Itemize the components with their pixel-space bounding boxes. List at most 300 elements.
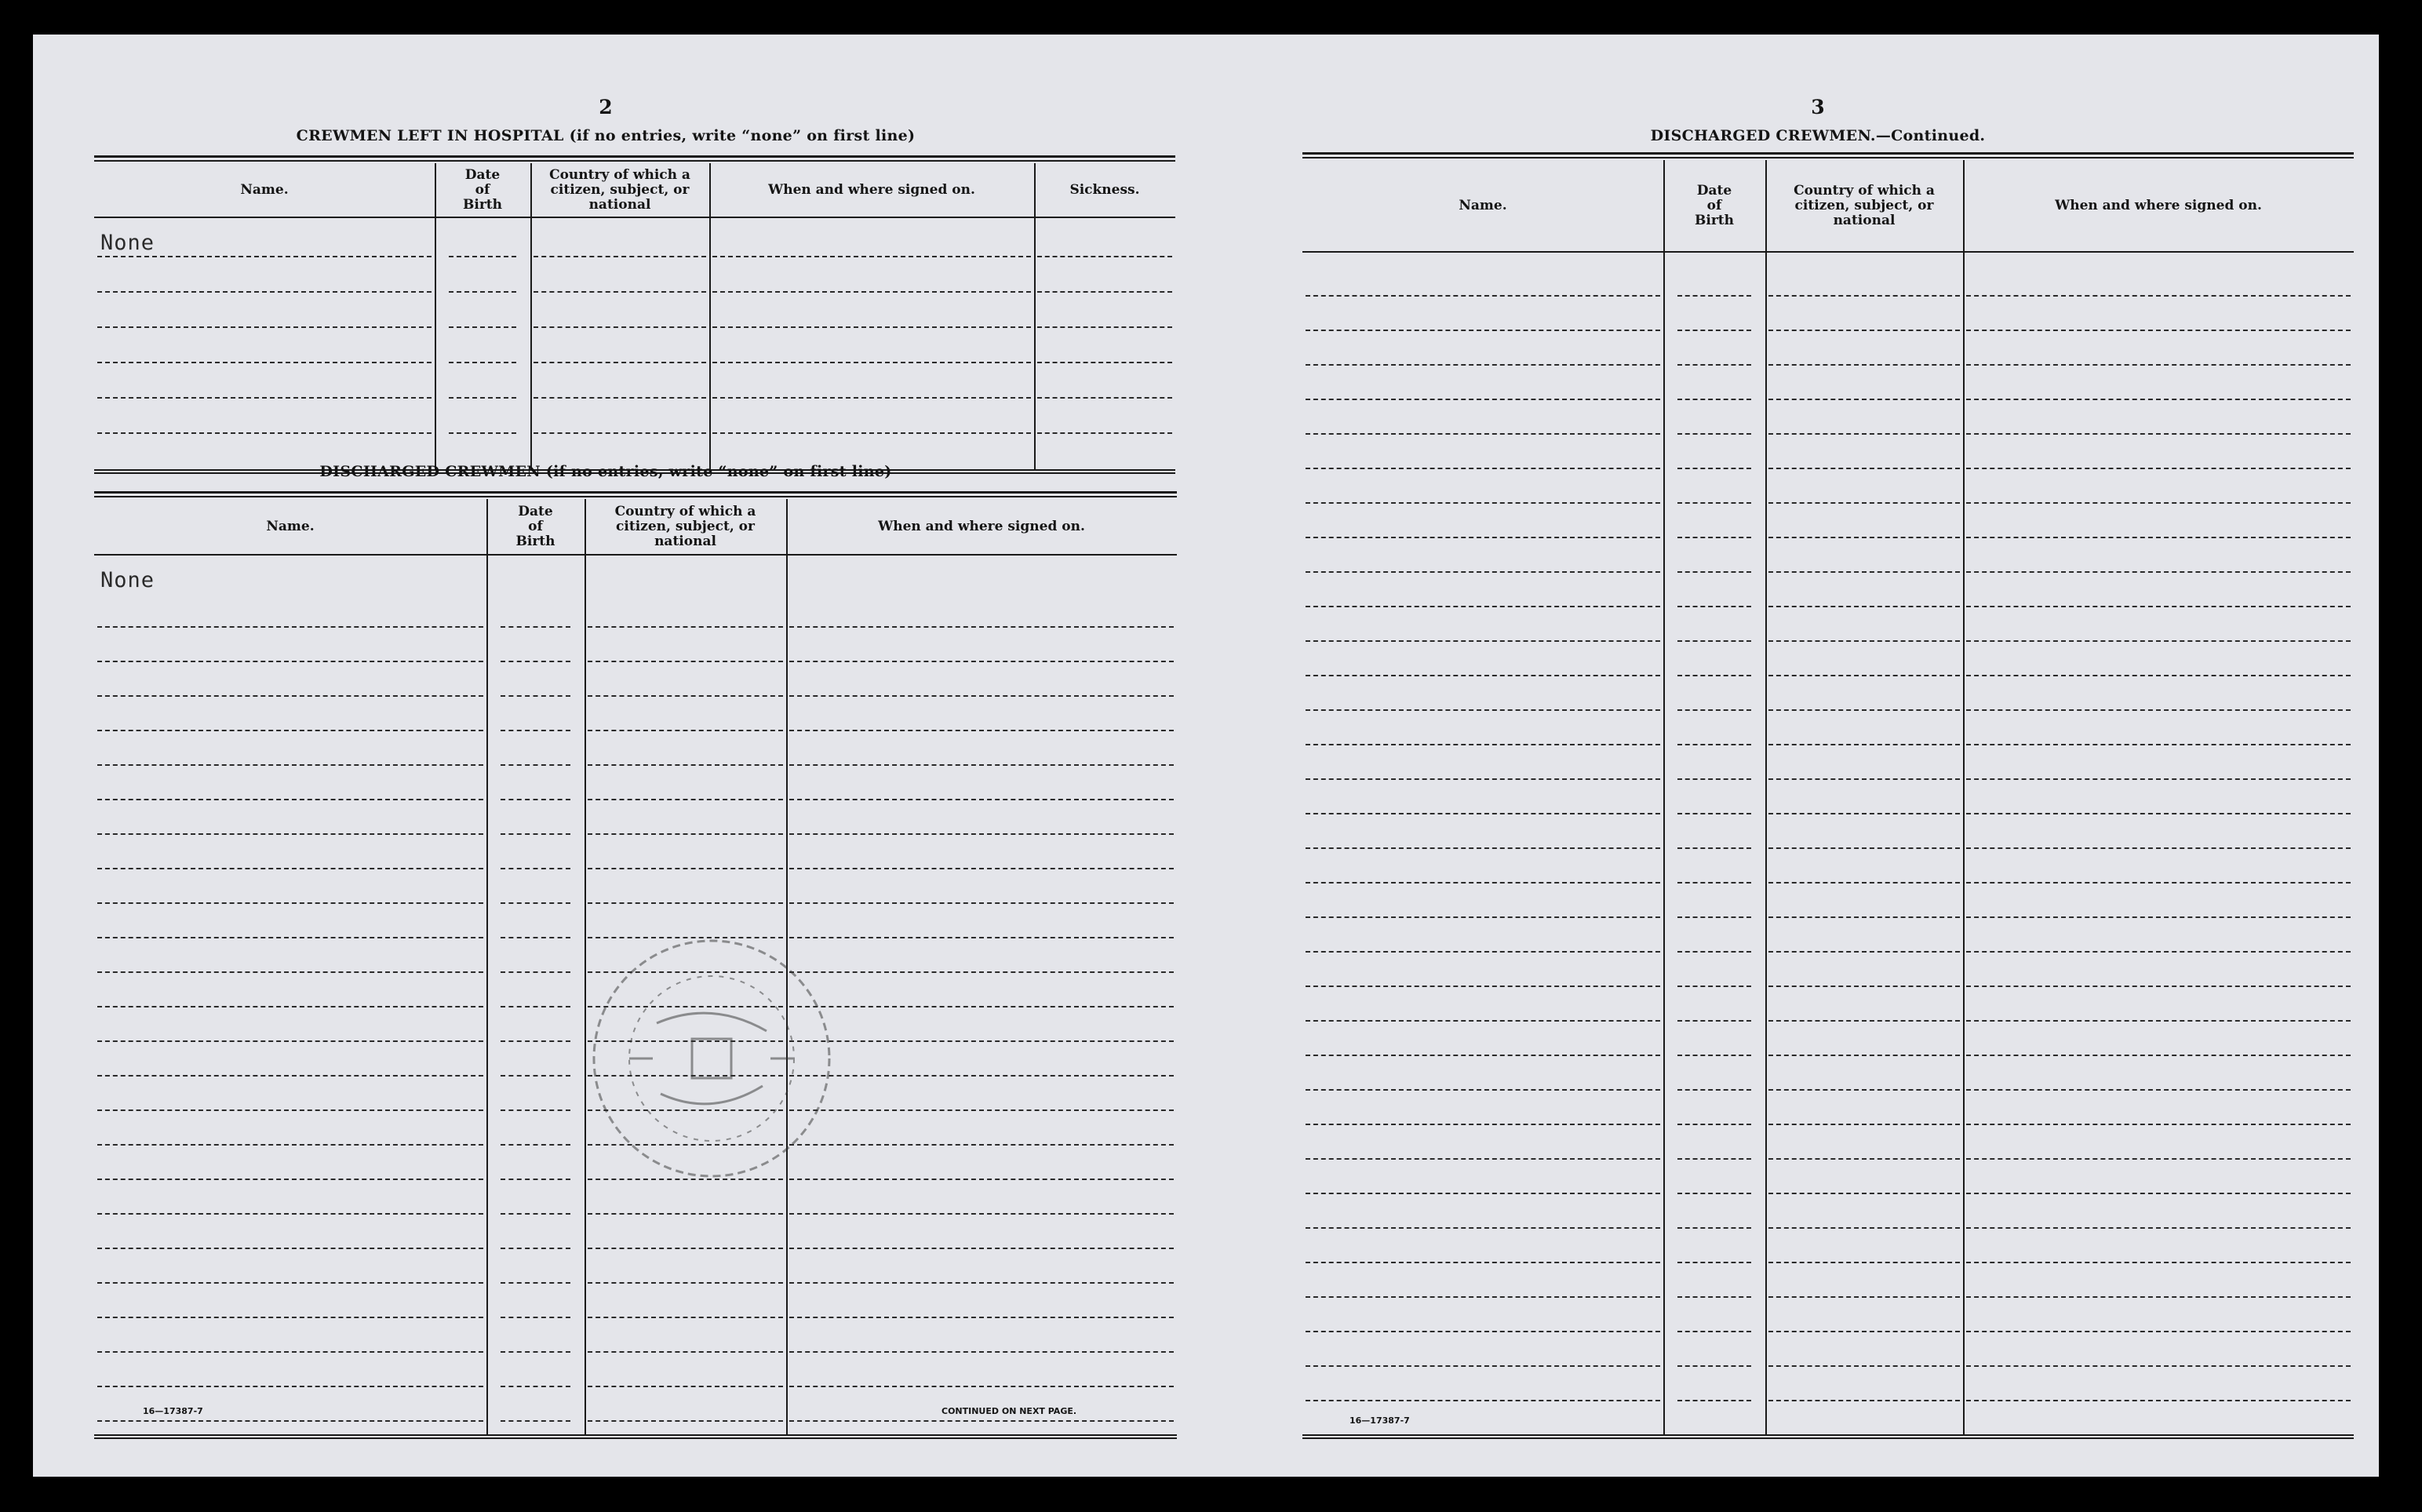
- entry-line: [1677, 537, 1751, 538]
- entry-line: [501, 695, 570, 697]
- entry-line: [449, 362, 516, 363]
- table-top-rule: [94, 160, 1175, 162]
- entry-line: [789, 1248, 1174, 1249]
- entry-line: [534, 397, 706, 399]
- entry-line: [97, 1213, 483, 1215]
- entry-line: [588, 1248, 783, 1249]
- entry-line: [1966, 1089, 2351, 1091]
- entry-line: [1677, 1296, 1751, 1298]
- entry-line: [97, 1006, 483, 1007]
- first-entry-value: None: [100, 231, 155, 255]
- entry-line: [501, 1317, 570, 1318]
- entry-line: [1306, 571, 1660, 573]
- entry-line: [97, 868, 483, 869]
- entry-line: [501, 1075, 570, 1077]
- column-header-label: When and where signed on.: [768, 181, 975, 198]
- column-header: [1963, 160, 2354, 251]
- entry-line: [712, 397, 1031, 399]
- entry-line: [712, 362, 1031, 363]
- entry-line: [97, 971, 483, 973]
- entry-line: [1677, 1193, 1751, 1194]
- column-header: [1034, 163, 1175, 217]
- entry-line: [1677, 502, 1751, 504]
- entry-line: [97, 1144, 483, 1146]
- entry-line: [534, 362, 706, 363]
- form-number-left: 16—17387-7: [143, 1406, 203, 1416]
- entry-line: [1677, 1227, 1751, 1229]
- entry-line: [1306, 986, 1660, 987]
- column-header: [585, 499, 786, 554]
- entry-line: [449, 397, 516, 399]
- entry-line: [588, 1386, 783, 1387]
- entry-line: [1768, 399, 1960, 400]
- entry-line: [97, 1179, 483, 1180]
- column-header: [435, 163, 530, 217]
- entry-line: [1306, 364, 1660, 366]
- entry-line: [1768, 986, 1960, 987]
- table-bottom-rule: [94, 1437, 1177, 1439]
- entry-line: [1966, 1365, 2351, 1367]
- entry-line: [1037, 256, 1172, 257]
- entry-line: [1768, 640, 1960, 642]
- entry-line: [1677, 813, 1751, 814]
- entry-line: [1037, 432, 1172, 434]
- discharged-continued-title: DISCHARGED CREWMEN.—Continued.: [1650, 127, 1986, 144]
- entry-line: [1306, 916, 1660, 918]
- entry-line: [789, 730, 1174, 731]
- entry-line: [449, 291, 516, 293]
- entry-line: [97, 1075, 483, 1077]
- entry-line: [1768, 744, 1960, 745]
- entry-line: [97, 937, 483, 938]
- entry-line: [1966, 295, 2351, 297]
- entry-line: [1966, 1262, 2351, 1263]
- entry-line: [1768, 606, 1960, 607]
- entry-line: [1768, 1400, 1960, 1401]
- entry-line: [1768, 364, 1960, 366]
- column-header: [94, 163, 435, 217]
- entry-line: [1966, 778, 2351, 780]
- entry-line: [501, 868, 570, 869]
- column-header-label: Date of Birth: [1695, 182, 1734, 228]
- entry-line: [449, 326, 516, 328]
- entry-line: [97, 730, 483, 731]
- entry-line: [1306, 1400, 1660, 1401]
- column-divider: [486, 499, 488, 1434]
- entry-line: [789, 1351, 1174, 1353]
- entry-line: [1306, 468, 1660, 469]
- entry-line: [1306, 1089, 1660, 1091]
- entry-line: [1677, 399, 1751, 400]
- entry-line: [97, 362, 432, 363]
- column-header: [786, 499, 1177, 554]
- header-rule: [1302, 251, 2354, 253]
- entry-line: [1966, 1296, 2351, 1298]
- entry-line: [97, 256, 432, 257]
- entry-line: [1677, 744, 1751, 745]
- entry-line: [1966, 744, 2351, 745]
- entry-line: [97, 326, 432, 328]
- entry-line: [97, 1420, 483, 1422]
- hospital-section-title: CREWMEN LEFT IN HOSPITAL (if no entries, write “none” on first line): [296, 127, 916, 144]
- entry-line: [1306, 1296, 1660, 1298]
- entry-line: [97, 1040, 483, 1042]
- page-number-left: 2: [599, 96, 613, 118]
- entry-line: [789, 1386, 1174, 1387]
- column-header-label: Country of which a citizen, subject, or national: [1794, 182, 1935, 228]
- entry-line: [501, 1351, 570, 1353]
- left-page: [33, 35, 1206, 1477]
- table-top-rule: [94, 496, 1177, 497]
- entry-line: [1677, 675, 1751, 676]
- entry-line: [1677, 1400, 1751, 1401]
- entry-line: [1966, 916, 2351, 918]
- entry-line: [1966, 640, 2351, 642]
- table-top-rule: [94, 491, 1177, 494]
- right-page: [1206, 35, 2379, 1477]
- hospital-table: [94, 155, 1175, 474]
- entry-line: [1306, 882, 1660, 884]
- entry-line: [1306, 606, 1660, 607]
- entry-line: [1966, 1158, 2351, 1160]
- entry-line: [1306, 675, 1660, 676]
- entry-line: [1677, 1089, 1751, 1091]
- entry-line: [1306, 847, 1660, 849]
- entry-line: [1677, 468, 1751, 469]
- entry-line: [1768, 1193, 1960, 1194]
- entry-line: [1677, 1365, 1751, 1367]
- entry-line: [97, 397, 432, 399]
- entry-line: [1966, 502, 2351, 504]
- entry-line: [1768, 330, 1960, 331]
- entry-line: [1306, 1020, 1660, 1022]
- entry-line: [501, 833, 570, 835]
- entry-line: [1677, 916, 1751, 918]
- entry-line: [501, 1040, 570, 1042]
- entry-line: [1306, 1193, 1660, 1194]
- entry-line: [1306, 1365, 1660, 1367]
- entry-line: [588, 799, 783, 800]
- entry-line: [97, 1248, 483, 1249]
- column-header-label: Country of which a citizen, subject, or national: [614, 503, 756, 549]
- entry-line: [1966, 1020, 2351, 1022]
- continued-note: CONTINUED ON NEXT PAGE.: [941, 1406, 1077, 1416]
- entry-line: [1677, 640, 1751, 642]
- entry-line: [449, 256, 516, 257]
- column-divider: [1963, 160, 1965, 1434]
- entry-line: [1768, 468, 1960, 469]
- entry-line: [501, 1144, 570, 1146]
- entry-line: [1677, 295, 1751, 297]
- entry-line: [1966, 1331, 2351, 1332]
- entry-line: [97, 799, 483, 800]
- entry-line: [1677, 951, 1751, 953]
- entry-line: [501, 1109, 570, 1111]
- entry-line: [97, 661, 483, 662]
- entry-line: [588, 833, 783, 835]
- column-header: [709, 163, 1034, 217]
- entry-line: [789, 695, 1174, 697]
- entry-line: [501, 1386, 570, 1387]
- entry-line: [1966, 951, 2351, 953]
- entry-line: [97, 1282, 483, 1284]
- entry-line: [97, 764, 483, 766]
- entry-line: [1306, 951, 1660, 953]
- entry-line: [97, 695, 483, 697]
- entry-line: [1306, 778, 1660, 780]
- entry-line: [501, 730, 570, 731]
- entry-line: [588, 902, 783, 904]
- discharged-section-title: DISCHARGED CREWMEN (if no entries, write “none” on first line): [319, 463, 892, 480]
- entry-line: [97, 1351, 483, 1353]
- entry-line: [1677, 1020, 1751, 1022]
- entry-line: [1306, 330, 1660, 331]
- entry-line: [1768, 433, 1960, 435]
- table-top-rule: [1302, 157, 2354, 158]
- entry-line: [1677, 330, 1751, 331]
- entry-line: [1966, 537, 2351, 538]
- entry-line: [789, 902, 1174, 904]
- entry-line: [1768, 1331, 1960, 1332]
- entry-line: [534, 291, 706, 293]
- entry-line: [1677, 571, 1751, 573]
- entry-line: [1966, 1227, 2351, 1229]
- entry-line: [501, 661, 570, 662]
- entry-line: [1306, 399, 1660, 400]
- entry-line: [1966, 1124, 2351, 1125]
- entry-line: [789, 1213, 1174, 1215]
- table-top-rule: [1302, 152, 2354, 155]
- entry-line: [1768, 675, 1960, 676]
- entry-line: [534, 326, 706, 328]
- entry-line: [1306, 640, 1660, 642]
- entry-line: [1966, 847, 2351, 849]
- entry-line: [97, 291, 432, 293]
- entry-line: [501, 1179, 570, 1180]
- entry-line: [1768, 1055, 1960, 1056]
- entry-line: [712, 291, 1031, 293]
- entry-line: [1768, 1158, 1960, 1160]
- entry-line: [1768, 502, 1960, 504]
- column-header: [486, 499, 585, 554]
- entry-line: [1966, 986, 2351, 987]
- entry-line: [501, 971, 570, 973]
- entry-line: [1768, 916, 1960, 918]
- entry-line: [501, 626, 570, 628]
- entry-line: [1966, 882, 2351, 884]
- entry-line: [1677, 847, 1751, 849]
- column-header-label: When and where signed on.: [2055, 197, 2262, 213]
- entry-line: [1768, 1124, 1960, 1125]
- entry-line: [1768, 1365, 1960, 1367]
- entry-line: [588, 1317, 783, 1318]
- entry-line: [1966, 606, 2351, 607]
- entry-line: [1966, 364, 2351, 366]
- entry-line: [1677, 1331, 1751, 1332]
- entry-line: [534, 432, 706, 434]
- entry-line: [588, 730, 783, 731]
- entry-line: [588, 868, 783, 869]
- entry-line: [789, 799, 1174, 800]
- entry-line: [1768, 709, 1960, 711]
- entry-line: [1677, 1262, 1751, 1263]
- entry-line: [1677, 778, 1751, 780]
- entry-line: [1768, 1296, 1960, 1298]
- header-rule: [94, 554, 1177, 556]
- entry-line: [712, 326, 1031, 328]
- entry-line: [449, 432, 516, 434]
- entry-line: [1037, 397, 1172, 399]
- entry-line: [1037, 362, 1172, 363]
- entry-line: [789, 1317, 1174, 1318]
- entry-line: [588, 1213, 783, 1215]
- entry-line: [501, 764, 570, 766]
- entry-line: [588, 661, 783, 662]
- entry-line: [501, 937, 570, 938]
- entry-line: [1768, 295, 1960, 297]
- column-header: [1765, 160, 1963, 251]
- entry-line: [1306, 1227, 1660, 1229]
- entry-line: [1768, 1262, 1960, 1263]
- entry-line: [1966, 571, 2351, 573]
- entry-line: [1306, 537, 1660, 538]
- entry-line: [588, 695, 783, 697]
- entry-line: [588, 1420, 783, 1422]
- entry-line: [1966, 813, 2351, 814]
- entry-line: [1768, 1089, 1960, 1091]
- entry-line: [1306, 1262, 1660, 1263]
- entry-line: [789, 833, 1174, 835]
- entry-line: [588, 1351, 783, 1353]
- entry-line: [97, 1109, 483, 1111]
- entry-line: [1677, 606, 1751, 607]
- first-entry-value: None: [100, 568, 155, 592]
- column-divider: [1663, 160, 1665, 1434]
- page-number-right: 3: [1811, 96, 1825, 118]
- entry-line: [1677, 882, 1751, 884]
- entry-line: [1677, 986, 1751, 987]
- entry-line: [1768, 778, 1960, 780]
- header-rule: [94, 217, 1175, 218]
- entry-line: [1306, 1124, 1660, 1125]
- table-bottom-rule: [1302, 1437, 2354, 1439]
- entry-line: [501, 902, 570, 904]
- entry-line: [1306, 1055, 1660, 1056]
- entry-line: [501, 799, 570, 800]
- column-header: [1302, 160, 1663, 251]
- entry-line: [712, 256, 1031, 257]
- entry-line: [97, 626, 483, 628]
- entry-line: [1768, 537, 1960, 538]
- entry-line: [789, 626, 1174, 628]
- entry-line: [789, 868, 1174, 869]
- table-bottom-rule: [94, 1434, 1177, 1436]
- entry-line: [1677, 1055, 1751, 1056]
- column-header-label: Name.: [240, 181, 289, 198]
- table-bottom-rule: [1302, 1434, 2354, 1436]
- entry-line: [501, 1213, 570, 1215]
- entry-line: [501, 1248, 570, 1249]
- column-header-label: Sickness.: [1069, 181, 1140, 198]
- entry-line: [97, 902, 483, 904]
- column-header: [1663, 160, 1765, 251]
- entry-line: [1966, 1193, 2351, 1194]
- entry-line: [1306, 433, 1660, 435]
- entry-line: [712, 432, 1031, 434]
- entry-line: [1768, 813, 1960, 814]
- column-header-label: Date of Birth: [463, 166, 502, 213]
- entry-line: [501, 1282, 570, 1284]
- entry-line: [97, 1386, 483, 1387]
- form-number-right: 16—17387-7: [1349, 1415, 1410, 1426]
- entry-line: [97, 1317, 483, 1318]
- entry-line: [789, 1420, 1174, 1422]
- entry-line: [1768, 882, 1960, 884]
- entry-line: [1768, 951, 1960, 953]
- entry-line: [1966, 468, 2351, 469]
- column-header-label: Country of which a citizen, subject, or national: [549, 166, 690, 213]
- entry-line: [789, 661, 1174, 662]
- column-header-label: When and where signed on.: [878, 518, 1085, 534]
- entry-line: [1037, 326, 1172, 328]
- entry-line: [588, 764, 783, 766]
- column-header-label: Date of Birth: [515, 503, 555, 549]
- column-divider: [1765, 160, 1767, 1434]
- entry-line: [1037, 291, 1172, 293]
- entry-line: [501, 1420, 570, 1422]
- entry-line: [1966, 433, 2351, 435]
- column-header-label: Name.: [1459, 197, 1507, 213]
- column-header: [530, 163, 709, 217]
- column-header: [94, 499, 486, 554]
- discharged-continued-table: [1302, 152, 2354, 1439]
- entry-line: [789, 764, 1174, 766]
- entry-line: [1306, 1158, 1660, 1160]
- entry-line: [1768, 1020, 1960, 1022]
- entry-line: [1966, 330, 2351, 331]
- entry-line: [588, 626, 783, 628]
- column-header-label: Name.: [266, 518, 315, 534]
- entry-line: [1306, 813, 1660, 814]
- entry-line: [1966, 675, 2351, 676]
- entry-line: [1677, 709, 1751, 711]
- entry-line: [789, 1282, 1174, 1284]
- entry-line: [1966, 1055, 2351, 1056]
- entry-line: [97, 432, 432, 434]
- entry-line: [1677, 1124, 1751, 1125]
- document-sheet: [33, 35, 2379, 1477]
- entry-line: [1966, 399, 2351, 400]
- entry-line: [1306, 709, 1660, 711]
- entry-line: [1306, 744, 1660, 745]
- entry-line: [534, 256, 706, 257]
- entry-line: [1306, 1331, 1660, 1332]
- entry-line: [1677, 433, 1751, 435]
- entry-line: [1768, 571, 1960, 573]
- entry-line: [1677, 364, 1751, 366]
- entry-line: [1677, 1158, 1751, 1160]
- entry-line: [1768, 847, 1960, 849]
- entry-line: [1966, 709, 2351, 711]
- entry-line: [1306, 295, 1660, 297]
- received-stamp-icon: [582, 929, 849, 1188]
- entry-line: [588, 1282, 783, 1284]
- entry-line: [1966, 1400, 2351, 1401]
- entry-line: [1306, 502, 1660, 504]
- entry-line: [501, 1006, 570, 1007]
- table-top-rule: [94, 155, 1175, 158]
- entry-line: [97, 833, 483, 835]
